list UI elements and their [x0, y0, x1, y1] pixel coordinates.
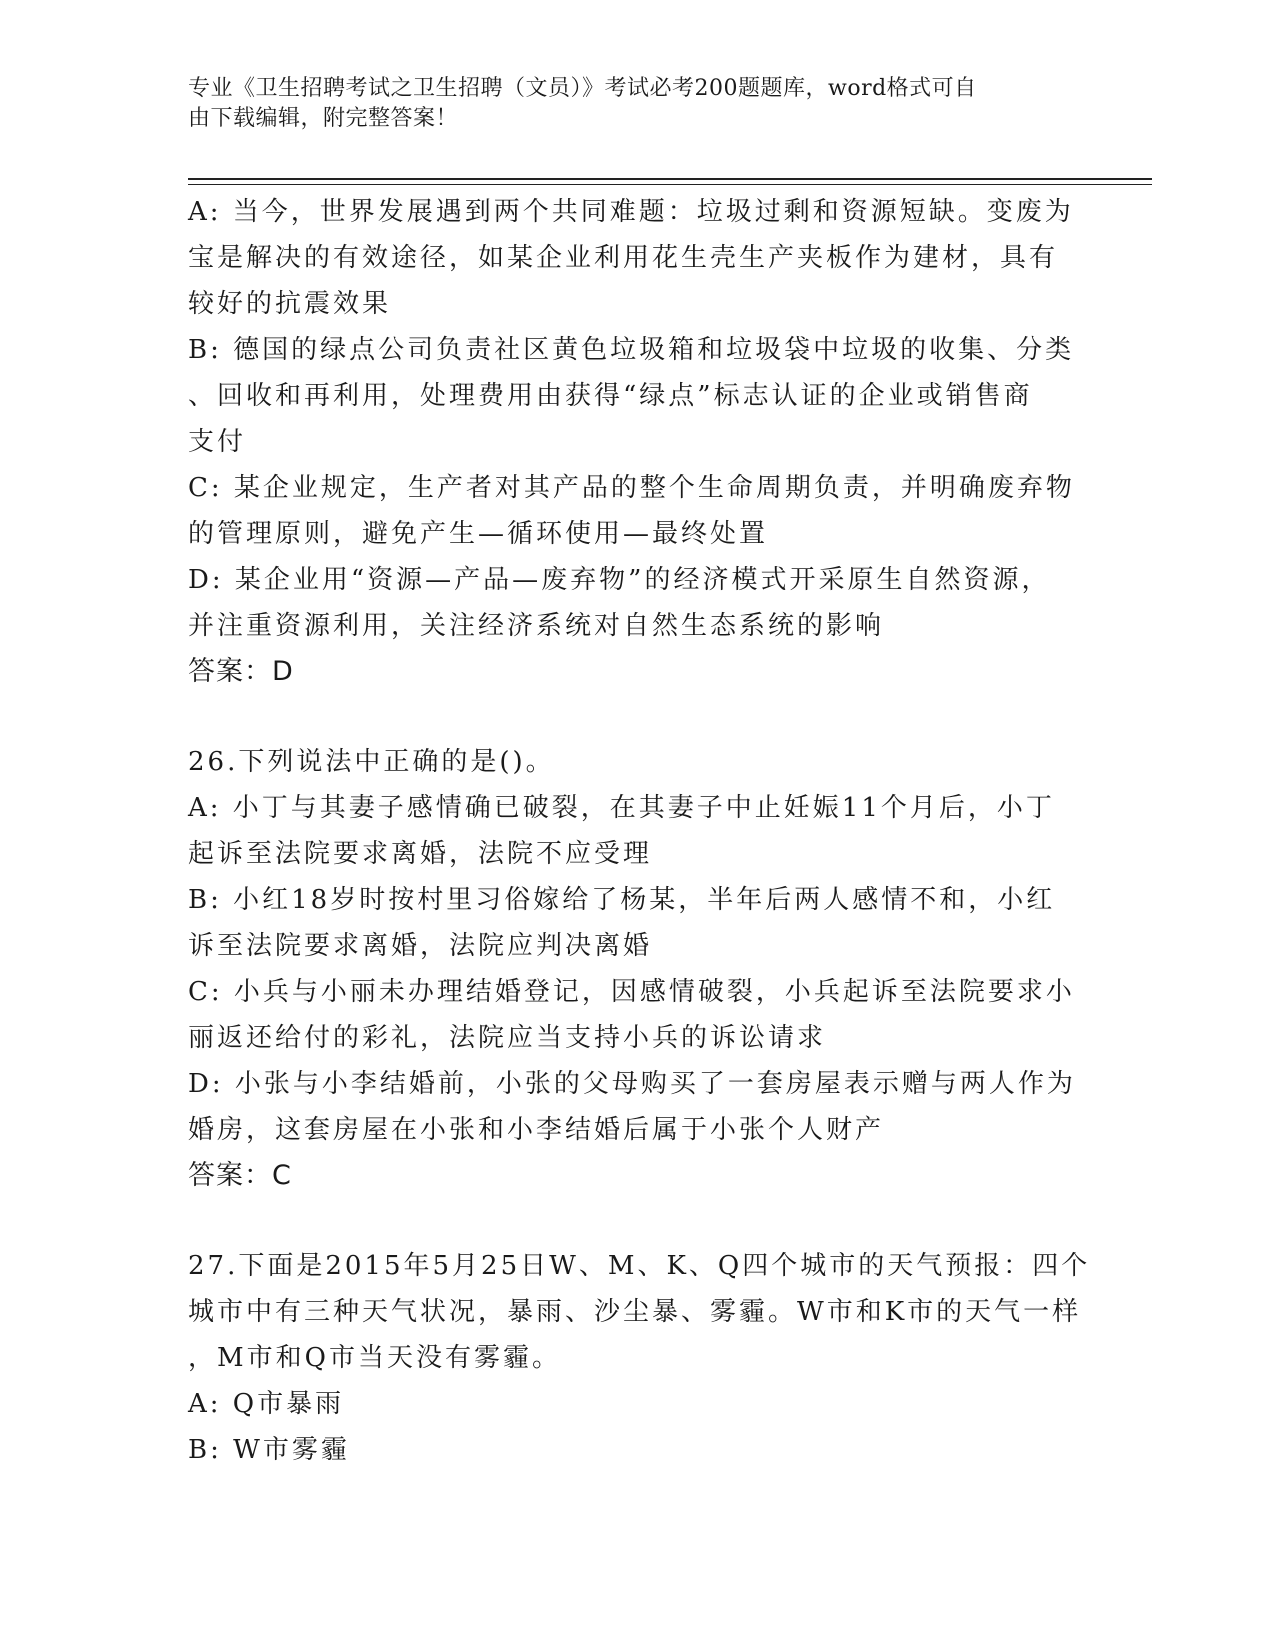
option-line: A: 小丁与其妻子感情确已破裂，在其妻子中止妊娠11个月后，小丁 [188, 793, 1055, 823]
option-d [188, 557, 1088, 649]
spacer [188, 695, 1088, 739]
header-line: 专业《卫生招聘考试之卫生招聘（文员）》考试必考200题题库，word格式可自 [188, 76, 977, 101]
option-line: A: 当今，世界发展遇到两个共同难题：垃圾过剩和资源短缺。变废为 [188, 197, 1074, 227]
option-line: B: 德国的绿点公司负责社区黄色垃圾箱和垃圾袋中垃圾的收集、分类 [188, 335, 1075, 365]
question-26 [188, 739, 1088, 1199]
option-a [188, 189, 1088, 327]
option-line: 较好的抗震效果 [188, 289, 392, 319]
option-d [188, 1061, 1088, 1153]
option-line: B: 小红18岁时按村里习俗嫁给了杨某，半年后两人感情不和，小红 [188, 885, 1056, 915]
option-line: D: 小张与小李结婚前，小张的父母购买了一套房屋表示赠与两人作为 [188, 1069, 1076, 1099]
question-text: 27.下面是2015年5月25日W、M、K、Q四个城市的天气预报：四个 [188, 1251, 1091, 1281]
question-text: 城市中有三种天气状况，暴雨、沙尘暴、雾霾。W市和K市的天气一样 [188, 1297, 1082, 1327]
option-c [188, 465, 1088, 557]
option-c [188, 969, 1088, 1061]
option-line: C: 小兵与小丽未办理结婚登记，因感情破裂，小兵起诉至法院要求小 [188, 977, 1075, 1007]
option-line: C: 某企业规定，生产者对其产品的整个生命周期负责，并明确废弃物 [188, 473, 1075, 503]
option-line: 婚房，这套房屋在小张和小李结婚后属于小张个人财产 [188, 1115, 885, 1145]
option-line: 起诉至法院要求离婚，法院不应受理 [188, 839, 653, 869]
option-line: 、回收和再利用，处理费用由获得“绿点”标志认证的企业或销售商 [188, 381, 1033, 411]
option-line: 的管理原则，避免产生—循环使用—最终处置 [188, 519, 769, 549]
answer-label: 答案：C [188, 1160, 292, 1191]
spacer [188, 1199, 1088, 1243]
option-line: 并注重资源利用，关注经济系统对自然生态系统的影响 [188, 611, 885, 641]
question-27 [188, 1243, 1091, 1473]
option-line: D: 某企业用“资源—产品—废弃物”的经济模式开采原生自然资源， [188, 565, 1051, 595]
option-a: A: Q市暴雨 [188, 1389, 345, 1419]
answer-label: 答案：D [188, 656, 294, 687]
option-a [188, 785, 1088, 877]
option-b [188, 877, 1088, 969]
document-body [188, 189, 1091, 1473]
question-text: ，M市和Q市当天没有雾霾。 [188, 1343, 561, 1373]
option-b: B: W市雾霾 [188, 1435, 350, 1465]
header-rule-thick [188, 178, 1152, 180]
option-line: 诉至法院要求离婚，法院应判决离婚 [188, 931, 653, 961]
option-b [188, 327, 1088, 465]
option-line: 宝是解决的有效途径，如某企业利用花生壳生产夹板作为建材，具有 [188, 243, 1059, 273]
question-text: 26.下列说法中正确的是()。 [188, 747, 555, 777]
header-line: 由下载编辑，附完整答案！ [188, 106, 459, 131]
question-25 [188, 189, 1088, 695]
document-header [188, 74, 1068, 134]
header-rule-thin [188, 184, 1152, 185]
option-line: 支付 [188, 427, 247, 457]
option-line: 丽返还给付的彩礼，法院应当支持小兵的诉讼请求 [188, 1023, 827, 1053]
